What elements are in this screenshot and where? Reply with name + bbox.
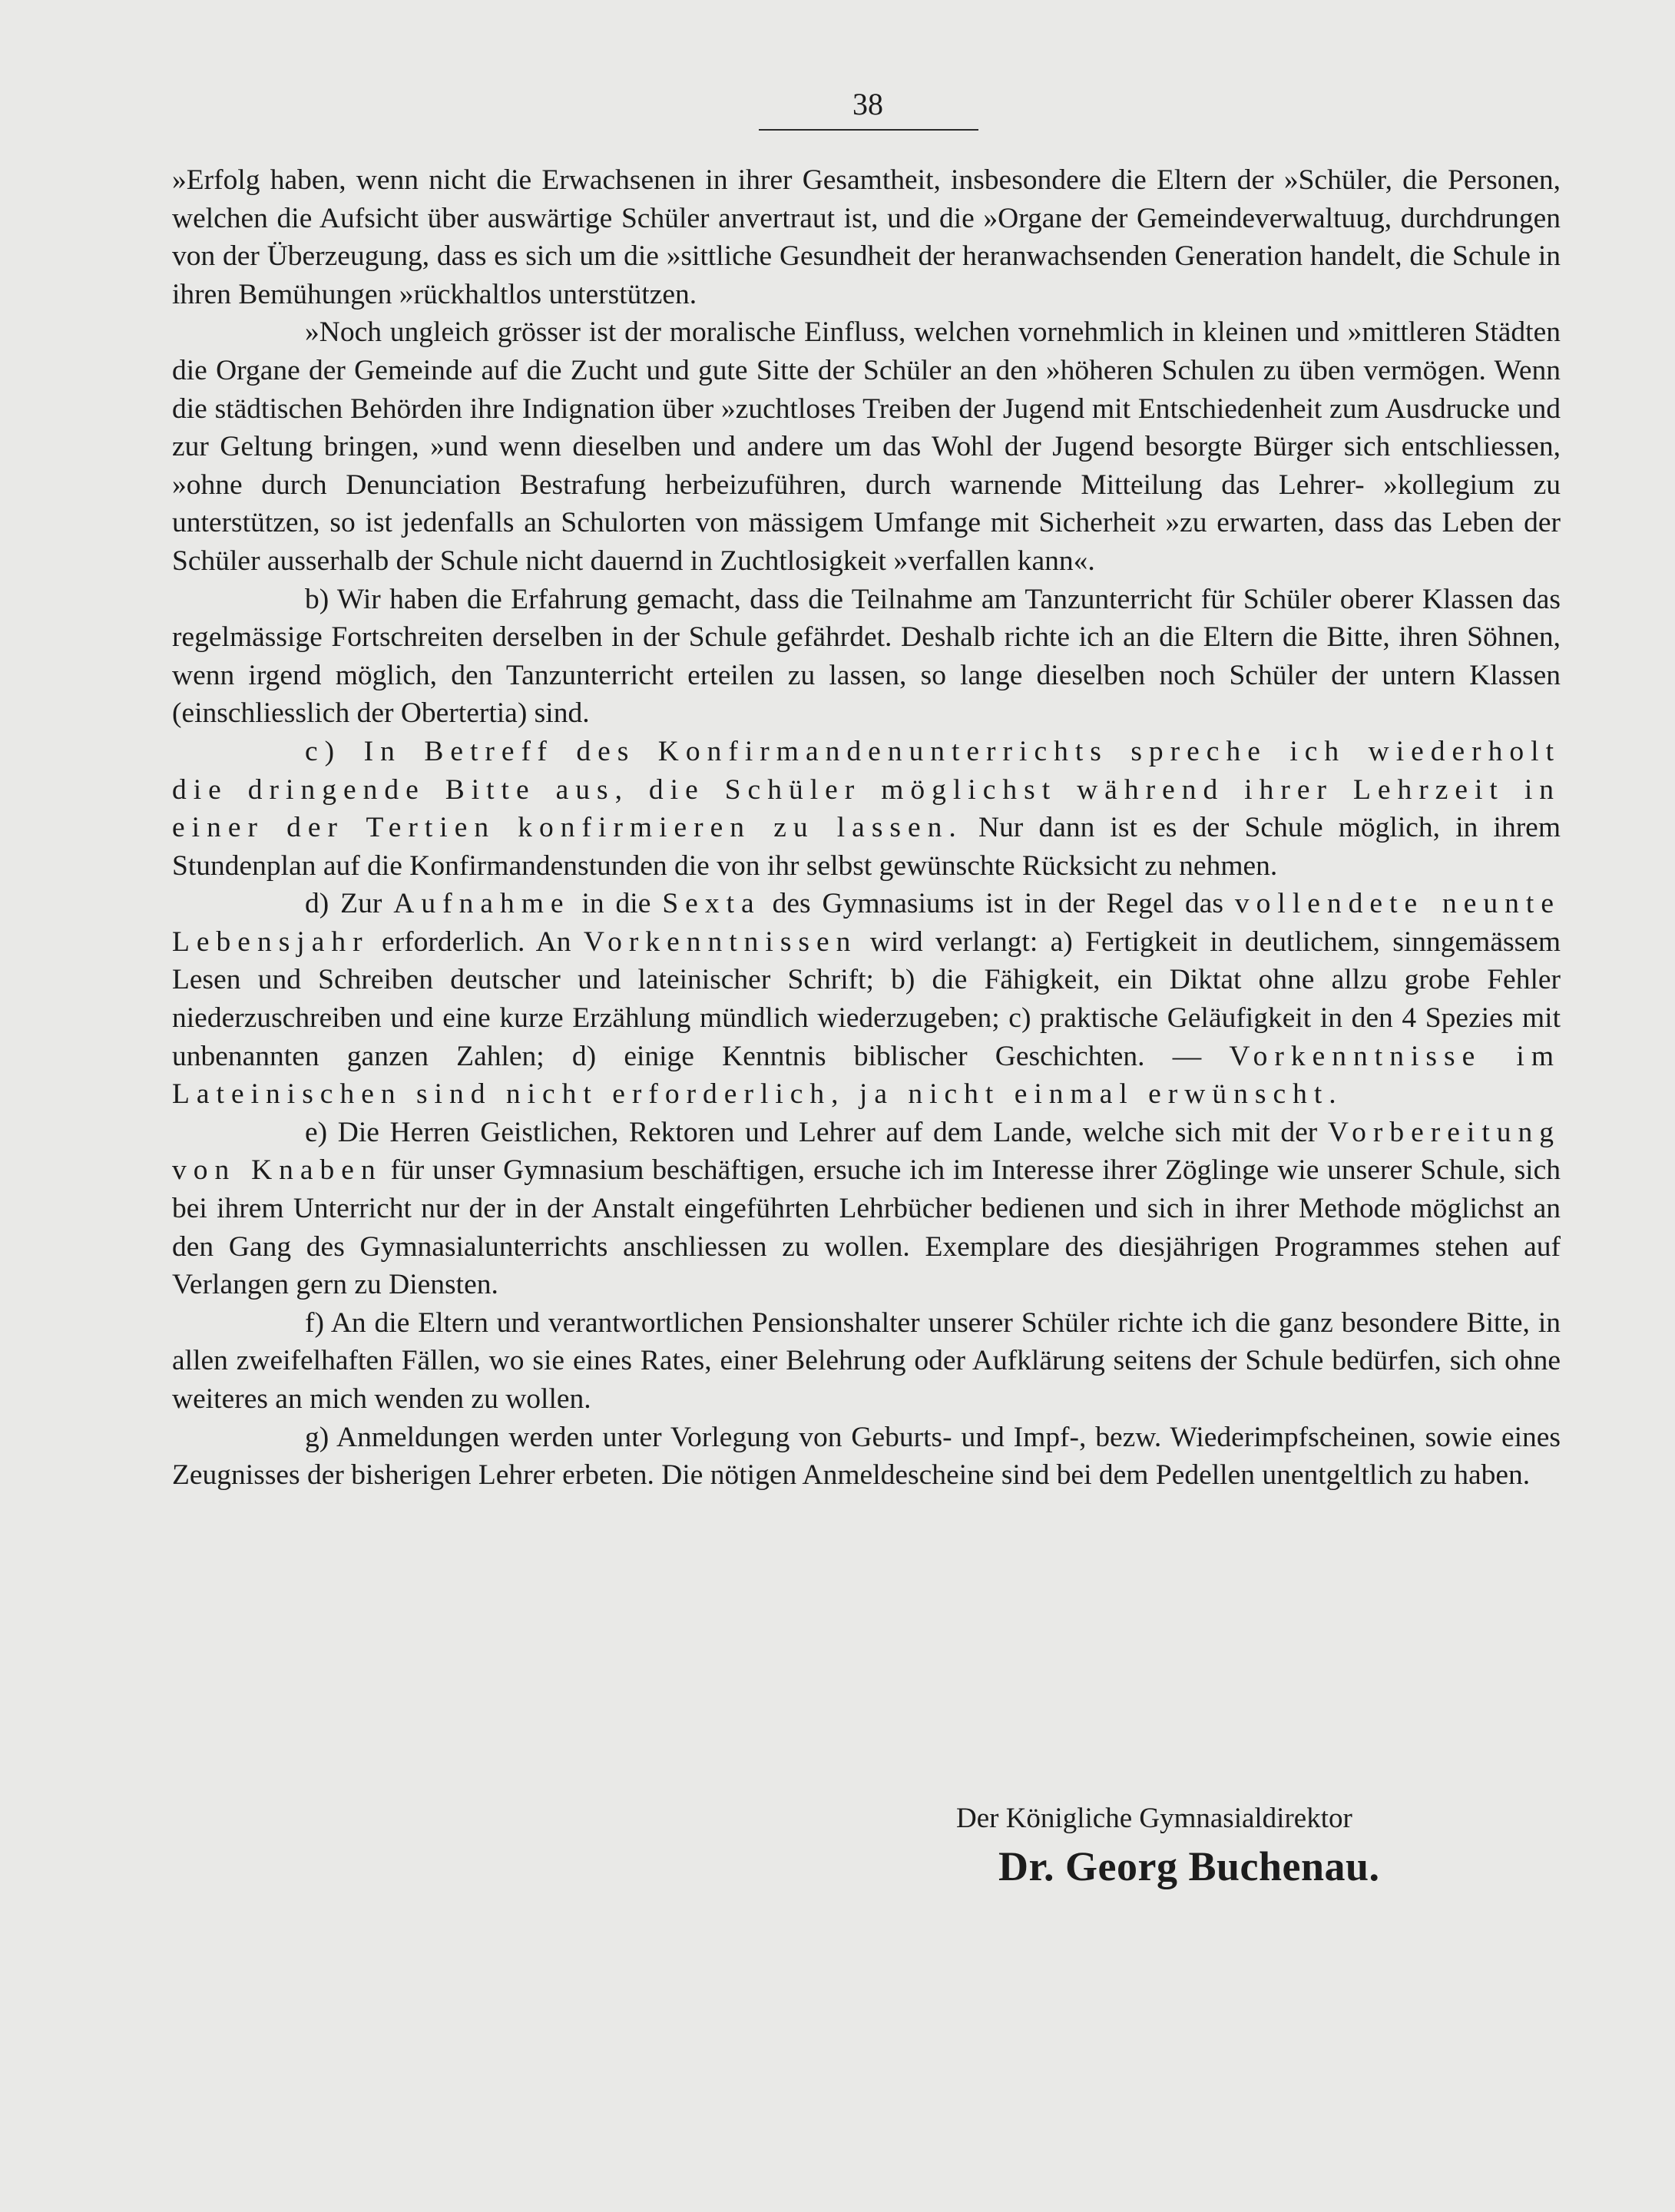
header-rule [759,129,978,131]
paragraph-c-confirmation: c) In Betreff des Konfirmandenunterrichts spreche ich wiederholt die dringende Bitte aus, die Schüler möglichst während ihrer Lehrzeit in einer der Tertien konfirmieren zu lassen. Nur dann ist es der Schule möglich, in ihrem Stundenplan auf die Konfirmandenstunden die von ihr selbst gewünschte Rücksicht zu nehmen. [172,735,1561,882]
spaced-text: Sexta [662,888,761,920]
paragraph-e-preparation: e) Die Herren Geistlichen, Rektoren und Lehrer auf dem Lande, welche sich mit der Vorbereitung von Knaben für unser Gymnasium beschäftigen, ersuche ich im Interesse ihrer Zöglinge wie unserer Schule, sich bei ihrem Unterricht nur der in der Anstalt eingeführten Lehrbücher bedienen und sich in ihrer Methode möglichst an den Gang des Gymnasialunterrichts anschliessen zu wollen. Exemplare des diesjährigen Programmes stehen auf Verlangen gern zu Diensten. [172,1116,1561,1301]
paragraph-quote-moral-influence: »Noch ungleich grösser ist der moralische Einfluss, welchen vornehmlich in kleinen und »mittleren Städten die Organe der Gemeinde auf die Zucht und gute Sitte der Schüler an den »höheren Schulen zu üben vermögen. Wenn die städtischen Behörden ihre Indignation über »zuchtloses Treiben der Jugend mit Entschiedenheit zum Ausdrucke und zur Geltung bringen, »und wenn dieselben und andere um das Wohl der Jugend besorgte Bürger sich entschliessen, »ohne durch Denunciation Bestrafung herbeizuführen, durch warnende Mitteilung das Lehrer- »kollegium zu unterstützen, so ist jedenfalls an Schulorten von mässigem Umfange mit Sicherheit »zu erwarten, dass das Leben der Schüler ausserhalb der Schule nicht dauernd in Zuchtlosigkeit »verfallen kann«. [172,316,1561,577]
paragraph-f-parents: f) An die Eltern und verantwortlichen Pensionshalter unserer Schüler richte ich die ganz besondere Bitte, in allen zweifelhaften Fällen, wo sie eines Rates, einer Belehrung oder Aufklärung seitens der Schule bedürfen, sich ohne weiteres an mich wenden zu wollen. [172,1306,1561,1415]
spaced-text: Vorkenntnissen [583,926,858,958]
signature-name: Dr. Georg Buchenau. [998,1843,1380,1889]
paragraph-quote-continued: »Erfolg haben, wenn nicht die Erwachsenen in ihrer Gesamtheit, insbesondere die Eltern der »Schüler, die Personen, welchen die Aufsicht über auswärtige Schüler anvertraut ist, und die »Organe der Gemeindeverwaltuug, durchdrungen von der Überzeugung, dass es sich um die »sittliche Gesundheit der heranwachsenden Generation handelt, die Schule in ihren Bemühungen »rückhaltlos unterstützen. [172,164,1561,310]
paragraph-d-admission: d) Zur Aufnahme in die Sexta des Gymnasiums ist in der Regel das vollendete neunte Lebensjahr erforderlich. An Vorkenntnissen wird verlangt: a) Fertigkeit in deutlichem, sinngemässem Lesen und Schreiben deutscher und lateinischer Schrift; b) die Fähigkeit, ein Diktat ohne allzu grobe Fehler niederzuschreiben und eine kurze Erzählung mündlich wiederzugeben; c) praktische Geläufigkeit in den 4 Spezies mit unbenannten ganzen Zahlen; d) einige Kenntnis biblischer Geschichten. — Vorkenntnisse im Lateinischen sind nicht erforderlich, ja nicht einmal erwünscht. [172,888,1561,1111]
body-text [172,161,1561,1495]
paragraph-g-registration: g) Anmeldungen werden unter Vorlegung von Geburts- und Impf-, bezw. Wiederimpfscheinen, sowie eines Zeugnisses der bisherigen Lehrer erbeten. Die nötigen Anmeldescheine sind bei dem Pedellen unentgeltlich zu haben. [172,1421,1561,1492]
spaced-text: vollendete neunte Lebensjahr [172,888,1561,958]
page-number: 38 [852,87,883,121]
spaced-text: Vorkenntnisse im Lateinischen sind nicht erforderlich, ja nicht einmal erwünscht. [172,1040,1561,1111]
spaced-text: Aufnahme [393,888,571,920]
paragraph-b-dance-lessons: b) Wir haben die Erfahrung gemacht, dass die Teilnahme am Tanzunterricht für Schüler oberer Klassen das regelmässige Fortschreiten derselben in der Schule gefährdet. Deshalb richte ich an die Eltern die Bitte, ihren Söhnen, wenn irgend möglich, den Tanzunterricht erteilen zu lassen, so lange dieselben noch Schüler der untern Klassen (einschliesslich der Obertertia) sind. [172,583,1561,730]
signature-title: Der Königliche Gymnasialdirektor [956,1803,1352,1834]
spaced-text: c) In Betreff des Konfirmandenunterrichts spreche ich wiederholt die dringende Bitte aus, die Schüler möglichst während ihrer Lehrzeit in einer der Tertien konfirmieren zu lassen. [172,735,1561,844]
spaced-text: Vorbereitung von Knaben [172,1116,1561,1187]
